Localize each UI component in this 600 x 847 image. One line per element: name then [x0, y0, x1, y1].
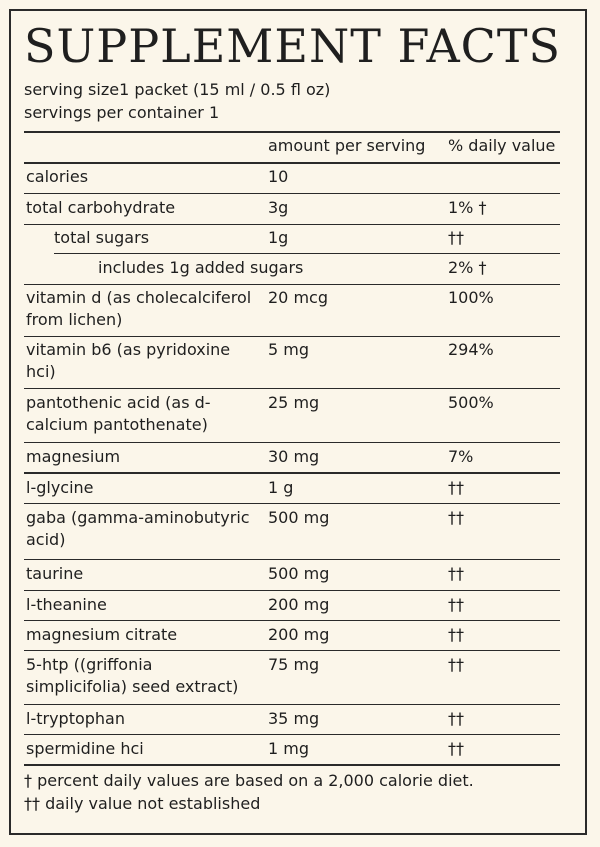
divider [24, 620, 560, 621]
divider [24, 559, 560, 560]
divider [24, 388, 560, 389]
divider [24, 704, 560, 705]
nutrient-amount: 10 [268, 167, 289, 186]
divider-thick [24, 472, 560, 474]
header-amount: amount per serving [268, 136, 426, 155]
footnote-not-established: †† daily value not established [24, 794, 261, 813]
nutrient-name: l-glycine [26, 478, 94, 497]
nutrient-amount: 200 mg [268, 595, 330, 614]
nutrient-name: vitamin b6 (as pyridoxine hci) [26, 340, 231, 381]
nutrient-name: total carbohydrate [26, 198, 176, 217]
nutrient-name: total sugars [54, 228, 150, 247]
divider [24, 734, 560, 735]
servings-per-container: servings per container 1 [24, 103, 220, 122]
nutrient-dv: †† [448, 228, 464, 247]
nutrient-amount: 30 mg [268, 447, 320, 466]
nutrient-dv: †† [448, 739, 464, 758]
nutrient-dv: †† [448, 508, 464, 527]
nutrient-name: l-theanine [26, 595, 107, 614]
divider [24, 224, 560, 225]
divider [24, 284, 560, 285]
nutrient-name: vitamin d (as cholecalciferol from lichen) [26, 288, 252, 329]
nutrient-dv: 294% [448, 340, 494, 359]
panel-title: SUPPLEMENT FACTS [24, 19, 562, 73]
divider [24, 503, 560, 504]
nutrient-amount: 1g [268, 228, 289, 247]
serving-size: serving size1 packet (15 ml / 0.5 fl oz) [24, 80, 331, 99]
nutrient-dv: †† [448, 709, 464, 728]
nutrient-amount: 500 mg [268, 508, 330, 527]
divider-thick [24, 764, 560, 766]
nutrient-dv: †† [448, 564, 464, 583]
nutrient-dv: 100% [448, 288, 494, 307]
divider-thick [24, 131, 560, 133]
divider [24, 193, 560, 194]
nutrient-amount: 35 mg [268, 709, 320, 728]
nutrient-amount: 75 mg [268, 655, 320, 674]
nutrient-amount: 200 mg [268, 625, 330, 644]
divider [24, 336, 560, 337]
nutrient-name: taurine [26, 564, 84, 583]
nutrient-amount: 25 mg [268, 393, 320, 412]
nutrient-name: spermidine hci [26, 739, 144, 758]
nutrient-dv: †† [448, 595, 464, 614]
nutrient-name: gaba (gamma-aminobutyric acid) [26, 508, 250, 549]
divider [24, 590, 560, 591]
nutrient-amount: 5 mg [268, 340, 310, 359]
nutrient-amount: 1 mg [268, 739, 310, 758]
nutrient-name: pantothenic acid (as d-calcium pantothenate) [26, 393, 211, 434]
nutrient-dv: 500% [448, 393, 494, 412]
nutrient-name: includes 1g added sugars [98, 258, 304, 277]
header-daily-value: % daily value [448, 136, 556, 155]
divider-thick [24, 162, 560, 164]
nutrient-dv: 1% † [448, 198, 487, 217]
nutrient-dv: 7% [448, 447, 474, 466]
divider [24, 442, 560, 443]
nutrient-name: 5-htp ((griffonia simplicifolia) seed extract) [26, 655, 239, 696]
nutrient-name: magnesium citrate [26, 625, 178, 644]
nutrient-dv: †† [448, 478, 464, 497]
nutrient-dv: 2% † [448, 258, 487, 277]
nutrient-dv: †† [448, 655, 464, 674]
divider [54, 253, 560, 254]
nutrient-amount: 20 mcg [268, 288, 328, 307]
nutrient-amount: 500 mg [268, 564, 330, 583]
nutrient-amount: 3g [268, 198, 289, 217]
nutrient-dv: †† [448, 625, 464, 644]
nutrient-name: l-tryptophan [26, 709, 125, 728]
nutrient-name: magnesium [26, 447, 121, 466]
footnote-daily-values: † percent daily values are based on a 2,000 calorie diet. [24, 771, 474, 790]
divider [24, 650, 560, 651]
nutrient-name: calories [26, 167, 89, 186]
nutrient-amount: 1 g [268, 478, 294, 497]
